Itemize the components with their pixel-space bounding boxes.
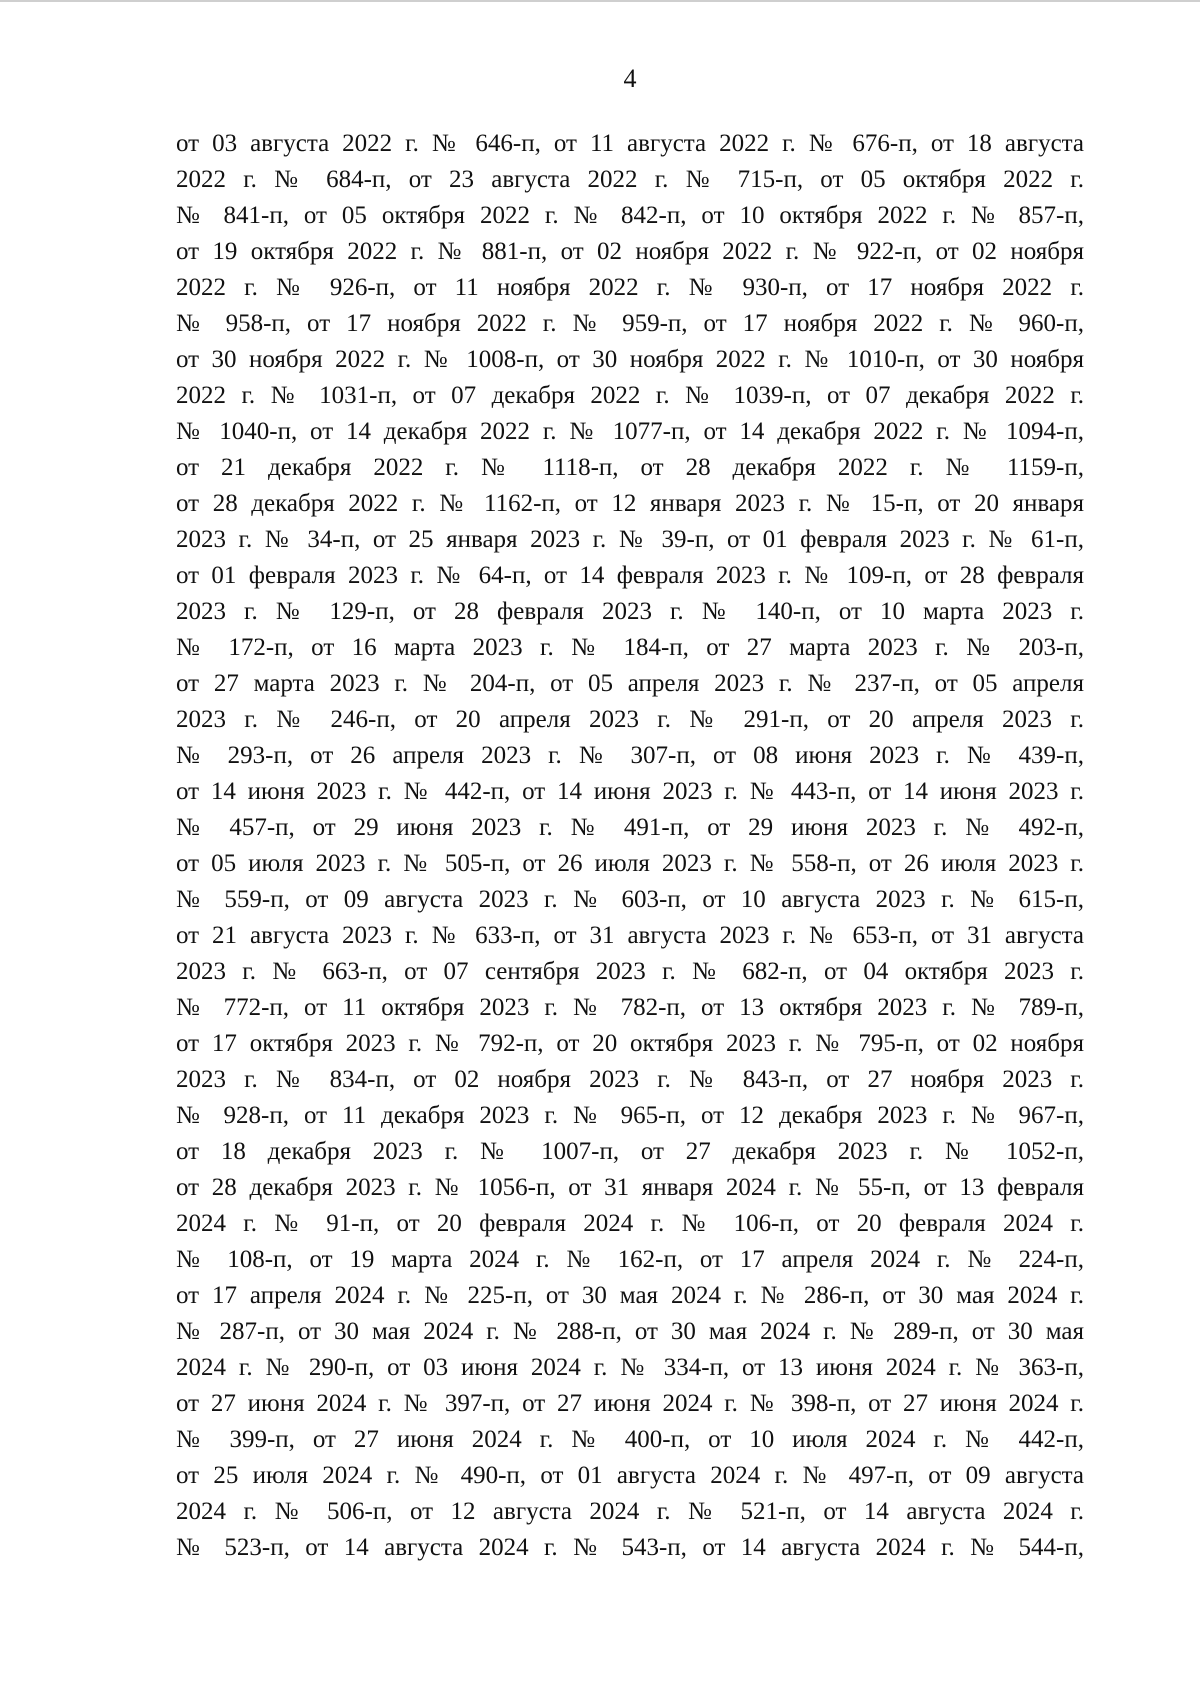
text-line: от 18 декабря 2023 г. № 1007-п, от 27 декабря 2023 г. № 1052-п, bbox=[176, 1138, 1084, 1165]
text-line: 2022 г. № 926-п, от 11 ноября 2022 г. № 930-п, от 17 ноября 2022 г. bbox=[176, 274, 1084, 301]
text-line: № 172-п, от 16 марта 2023 г. № 184-п, от 27 марта 2023 г. № 203-п, bbox=[176, 634, 1084, 661]
text-line: от 30 ноября 2022 г. № 1008-п, от 30 ноября 2022 г. № 1010-п, от 30 ноября bbox=[176, 346, 1084, 373]
text-line: от 17 октября 2023 г. № 792-п, от 20 октября 2023 г. № 795-п, от 02 ноября bbox=[176, 1030, 1084, 1057]
text-line: № 293-п, от 26 апреля 2023 г. № 307-п, от 08 июня 2023 г. № 439-п, bbox=[176, 742, 1084, 769]
text-line: от 01 февраля 2023 г. № 64-п, от 14 февраля 2023 г. № 109-п, от 28 февраля bbox=[176, 562, 1084, 589]
text-line: от 14 июня 2023 г. № 442-п, от 14 июня 2023 г. № 443-п, от 14 июня 2023 г. bbox=[176, 778, 1084, 805]
text-line: № 399-п, от 27 июня 2024 г. № 400-п, от 10 июля 2024 г. № 442-п, bbox=[176, 1426, 1084, 1453]
text-line: от 05 июля 2023 г. № 505-п, от 26 июля 2023 г. № 558-п, от 26 июля 2023 г. bbox=[176, 850, 1084, 877]
text-line: от 27 марта 2023 г. № 204-п, от 05 апреля 2023 г. № 237-п, от 05 апреля bbox=[176, 670, 1084, 697]
text-line: 2024 г. № 91-п, от 20 февраля 2024 г. № 106-п, от 20 февраля 2024 г. bbox=[176, 1210, 1084, 1237]
text-line: № 772-п, от 11 октября 2023 г. № 782-п, от 13 октября 2023 г. № 789-п, bbox=[176, 994, 1084, 1021]
body-text bbox=[176, 126, 1084, 1566]
text-line: 2024 г. № 290-п, от 03 июня 2024 г. № 334-п, от 13 июня 2024 г. № 363-п, bbox=[176, 1354, 1084, 1381]
text-line: № 958-п, от 17 ноября 2022 г. № 959-п, от 17 ноября 2022 г. № 960-п, bbox=[176, 310, 1084, 337]
text-line: от 25 июля 2024 г. № 490-п, от 01 августа 2024 г. № 497-п, от 09 августа bbox=[176, 1462, 1084, 1489]
text-line: от 28 декабря 2022 г. № 1162-п, от 12 января 2023 г. № 15-п, от 20 января bbox=[176, 490, 1084, 517]
text-line: от 21 декабря 2022 г. № 1118-п, от 28 декабря 2022 г. № 1159-п, bbox=[176, 454, 1084, 481]
text-line: № 108-п, от 19 марта 2024 г. № 162-п, от 17 апреля 2024 г. № 224-п, bbox=[176, 1246, 1084, 1273]
text-line: от 27 июня 2024 г. № 397-п, от 27 июня 2024 г. № 398-п, от 27 июня 2024 г. bbox=[176, 1390, 1084, 1417]
page-top-edge bbox=[0, 0, 1200, 2]
text-line: 2022 г. № 684-п, от 23 августа 2022 г. № 715-п, от 05 октября 2022 г. bbox=[176, 166, 1084, 193]
text-line: от 03 августа 2022 г. № 646-п, от 11 августа 2022 г. № 676-п, от 18 августа bbox=[176, 130, 1084, 157]
page-number: 4 bbox=[623, 64, 637, 93]
text-line: 2022 г. № 1031-п, от 07 декабря 2022 г. № 1039-п, от 07 декабря 2022 г. bbox=[176, 382, 1084, 409]
text-line: № 841-п, от 05 октября 2022 г. № 842-п, от 10 октября 2022 г. № 857-п, bbox=[176, 202, 1084, 229]
text-line: от 21 августа 2023 г. № 633-п, от 31 августа 2023 г. № 653-п, от 31 августа bbox=[176, 922, 1084, 949]
text-line: № 523-п, от 14 августа 2024 г. № 543-п, от 14 августа 2024 г. № 544-п, bbox=[176, 1534, 1084, 1561]
text-line: от 19 октября 2022 г. № 881-п, от 02 ноября 2022 г. № 922-п, от 02 ноября bbox=[176, 238, 1084, 265]
text-line: 2023 г. № 663-п, от 07 сентября 2023 г. № 682-п, от 04 октября 2023 г. bbox=[176, 958, 1084, 985]
text-line: № 559-п, от 09 августа 2023 г. № 603-п, от 10 августа 2023 г. № 615-п, bbox=[176, 886, 1084, 913]
text-line: от 17 апреля 2024 г. № 225-п, от 30 мая 2024 г. № 286-п, от 30 мая 2024 г. bbox=[176, 1282, 1084, 1309]
text-line: 2023 г. № 129-п, от 28 февраля 2023 г. № 140-п, от 10 марта 2023 г. bbox=[176, 598, 1084, 625]
text-line: 2023 г. № 834-п, от 02 ноября 2023 г. № 843-п, от 27 ноября 2023 г. bbox=[176, 1066, 1084, 1093]
text-line: 2023 г. № 34-п, от 25 января 2023 г. № 39-п, от 01 февраля 2023 г. № 61-п, bbox=[176, 526, 1084, 553]
text-line: № 287-п, от 30 мая 2024 г. № 288-п, от 30 мая 2024 г. № 289-п, от 30 мая bbox=[176, 1318, 1084, 1345]
text-line: № 1040-п, от 14 декабря 2022 г. № 1077-п, от 14 декабря 2022 г. № 1094-п, bbox=[176, 418, 1084, 445]
text-line: № 457-п, от 29 июня 2023 г. № 491-п, от 29 июня 2023 г. № 492-п, bbox=[176, 814, 1084, 841]
text-line: 2023 г. № 246-п, от 20 апреля 2023 г. № 291-п, от 20 апреля 2023 г. bbox=[176, 706, 1084, 733]
text-line: от 28 декабря 2023 г. № 1056-п, от 31 января 2024 г. № 55-п, от 13 февраля bbox=[176, 1174, 1084, 1201]
text-line: № 928-п, от 11 декабря 2023 г. № 965-п, от 12 декабря 2023 г. № 967-п, bbox=[176, 1102, 1084, 1129]
text-line: 2024 г. № 506-п, от 12 августа 2024 г. № 521-п, от 14 августа 2024 г. bbox=[176, 1498, 1084, 1525]
